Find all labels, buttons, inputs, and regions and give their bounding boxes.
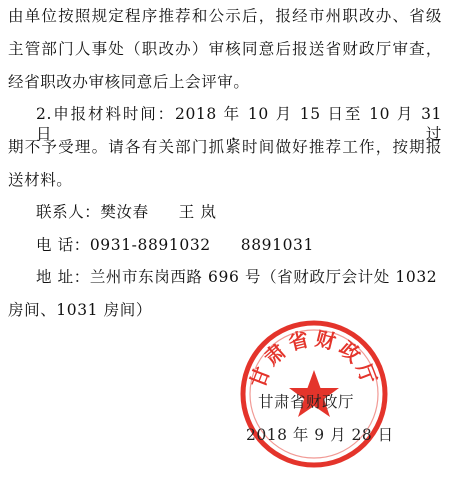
signature-date: 2018 年 9 月 28 日 — [246, 426, 394, 444]
body-line-1: 由单位按照规定程序推荐和公示后，报经市州职改办、省级 — [8, 7, 442, 25]
contact-address-label: 地 址： — [36, 268, 90, 286]
body-line-5: 期不予受理。请各有关部门抓紧时间做好推荐工作，按期报 — [8, 138, 442, 156]
contact-phone-row — [36, 235, 442, 255]
body-line-6: 送材料。 — [8, 171, 73, 189]
contact-people-label: 联系人： — [36, 203, 101, 221]
contact-address-line-2: 房间、1031 房间） — [8, 301, 152, 319]
contact-phone-label: 电 话： — [36, 236, 90, 254]
body-line-3: 经省职改办审核同意后上会评审。 — [8, 73, 250, 91]
contact-address-line-1: 兰州市东岗西路 696 号（省财政厅会计处 1032 — [89, 268, 438, 286]
signature-org: 甘肃省财政厅 — [258, 393, 355, 411]
contact-address-row — [36, 267, 442, 287]
contact-people-row — [36, 202, 442, 222]
contact-phone-2: 8891031 — [240, 236, 314, 254]
seal-arc-text: 甘肃省财政厅 — [245, 326, 383, 392]
contact-person-2: 王 岚 — [178, 203, 217, 221]
contact-person-1: 樊汝春 — [100, 203, 149, 221]
body-line-4: 2.申报材料时间：2018 年 10 月 15 日至 10 月 31 日，过 — [36, 105, 442, 143]
body-line-2: 主管部门人事处（职改办）审核同意后报送省财政厅审查， — [8, 40, 442, 58]
contact-phone-1: 0931-8891032 — [89, 236, 211, 254]
